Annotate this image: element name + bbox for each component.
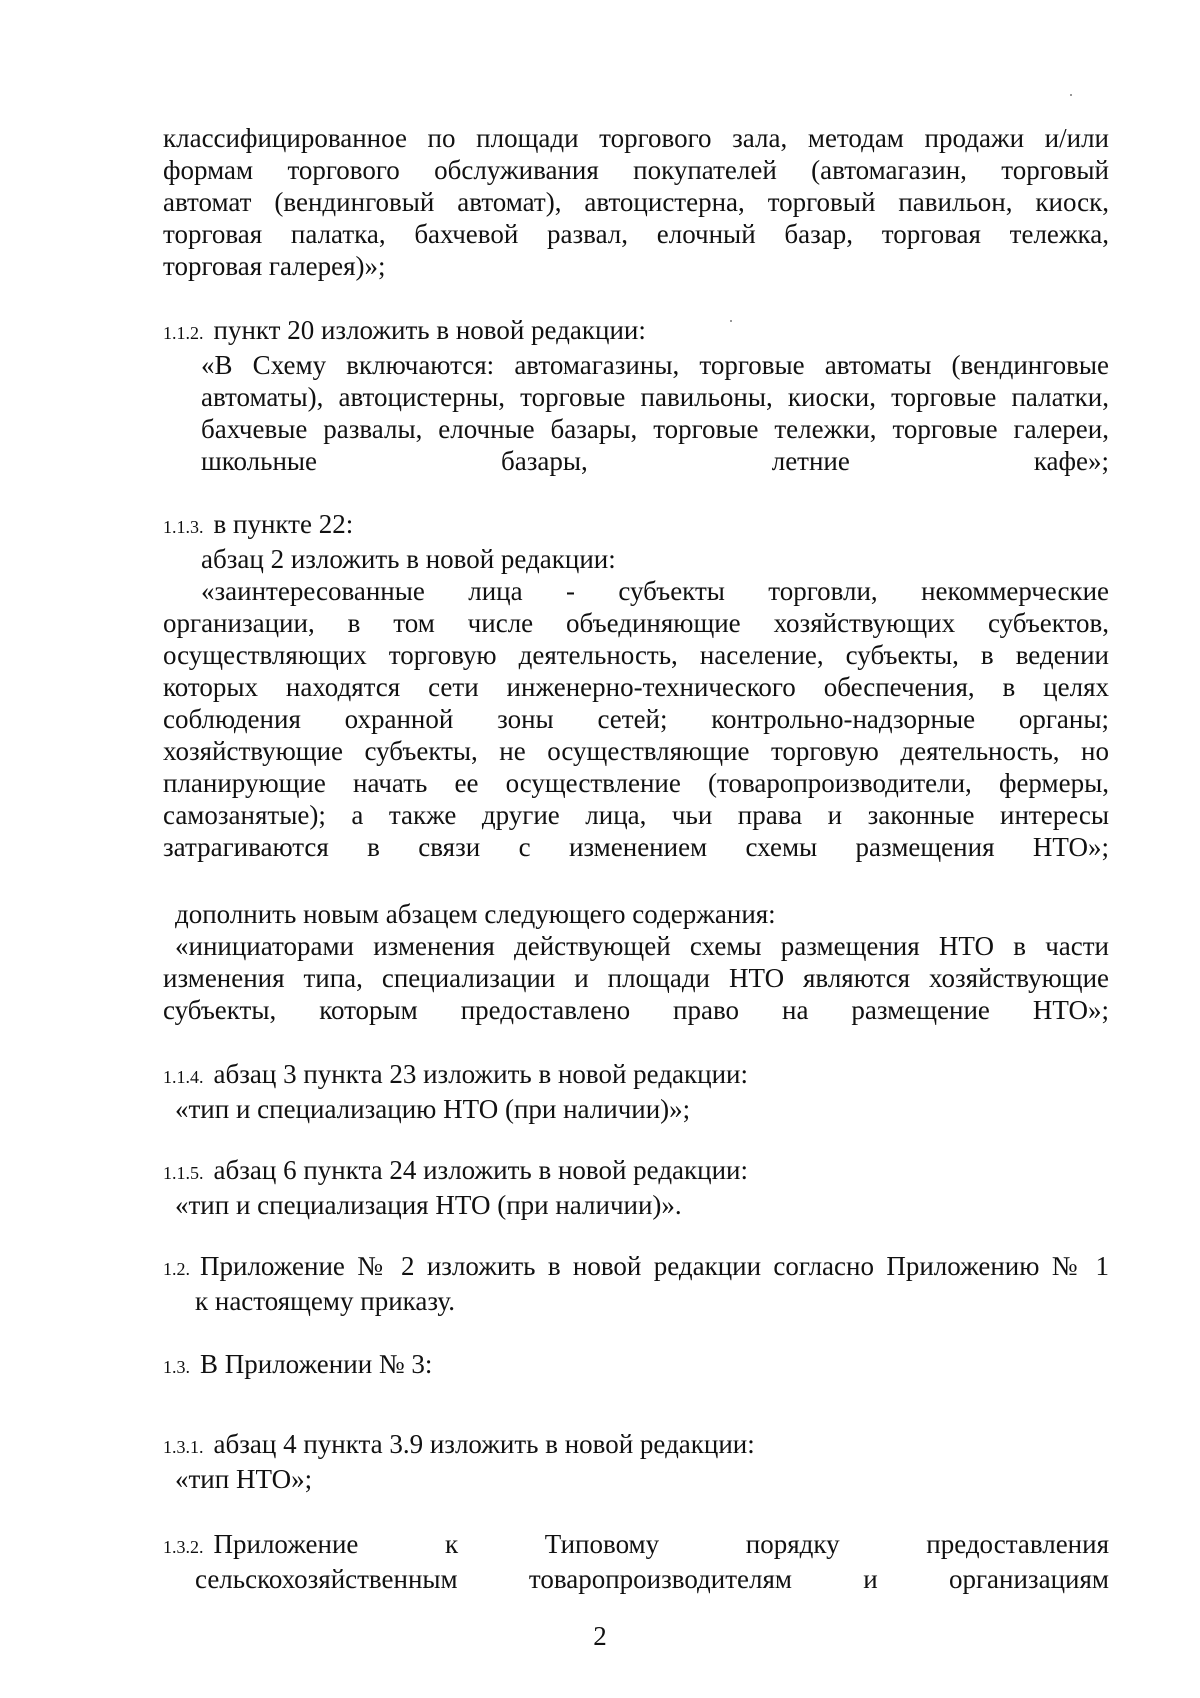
quoted-text: «тип и специализацию НТО (при наличии)»;: [175, 1094, 691, 1124]
text-line: планирующие начать ее осуществление (товаропроизводители, фермеры,: [163, 768, 1109, 798]
text-line: соблюдения охранной зоны сетей; контрольно-надзорные органы;: [163, 704, 1109, 734]
section-number: 1.3.: [163, 1357, 190, 1377]
section-text-line: Приложение № 2 изложить в новой редакции согласно Приложению № 1: [200, 1251, 1109, 1281]
scan-speck: [1070, 94, 1072, 96]
quoted-text: «тип и специализация НТО (при наличии)».: [175, 1190, 682, 1220]
text-line: самозанятые); а также другие лица, чьи права и законные интересы: [163, 800, 1109, 830]
section-number: 1.1.3.: [163, 517, 204, 537]
text-line: «В Схему включаются: автомагазины, торговые автоматы (вендинговые: [201, 350, 1109, 380]
section-number: 1.2.: [163, 1259, 190, 1279]
section-heading-text: абзац 6 пункта 24 изложить в новой редакции:: [213, 1155, 749, 1185]
text-line: торговая галерея)»;: [163, 251, 386, 281]
quoted-text: [163, 930, 1109, 1026]
section-1-3-1: [163, 1428, 1109, 1495]
section-1-2: [163, 1250, 1109, 1317]
section-number: 1.1.2.: [163, 323, 204, 343]
text-line: бахчевые развалы, елочные базары, торговые тележки, торговые галереи,: [201, 414, 1109, 444]
section-number: 1.1.4.: [163, 1067, 204, 1087]
section-1-1-3-addition: [163, 898, 1109, 1026]
text-line: «инициаторами изменения действующей схемы размещения НТО в части: [175, 931, 1109, 961]
quoted-text: [163, 575, 1109, 863]
intro-paragraph: [163, 122, 1109, 282]
text-line: которых находятся сети инженерно-технического обеспечения, в целях: [163, 672, 1109, 702]
section-1-3: [163, 1348, 1109, 1383]
section-text-line: сельскохозяйственным товаропроизводителям и организациям: [195, 1564, 1109, 1594]
section-number: 1.3.1.: [163, 1437, 204, 1457]
text-line: [163, 1250, 1109, 1285]
section-heading-text: абзац 4 пункта 3.9 изложить в новой редакции:: [213, 1429, 755, 1459]
text-line: изменения типа, специализации и площади НТО являются хозяйствующие: [163, 963, 1109, 993]
section-heading: [163, 1058, 1109, 1093]
quoted-text: «тип НТО»;: [175, 1464, 313, 1494]
section-text: [163, 1528, 1109, 1595]
text-line: затрагиваются в связи с изменением схемы размещения НТО»;: [163, 832, 1109, 862]
section-1-1-2: [163, 314, 1109, 477]
text-line: организации, в том числе объединяющие хозяйствующих субъектов,: [163, 608, 1109, 638]
section-heading: [163, 314, 1109, 349]
text-line: формам торгового обслуживания покупателей (автомагазин, торговый: [163, 155, 1109, 185]
section-text-line: к настоящему приказу.: [195, 1286, 455, 1316]
section-1-1-4: [163, 1058, 1109, 1125]
text-line: осуществляющих торговую деятельность, население, субъекты, в ведении: [163, 640, 1109, 670]
text-line: классифицированное по площади торгового зала, методам продажи и/или: [163, 123, 1109, 153]
section-heading: [163, 1428, 1109, 1463]
text-line: «заинтересованные лица - субъекты торговли, некоммерческие: [201, 576, 1109, 606]
text-line: торговая палатка, бахчевой развал, елочный базар, торговая тележка,: [163, 219, 1109, 249]
section-heading: [163, 508, 1109, 543]
addition-heading: дополнить новым абзацем следующего содержания:: [175, 899, 776, 929]
section-1-1-3: [163, 508, 1109, 863]
section-text-line: Приложение к Типовому порядку предоставления: [213, 1529, 1109, 1559]
text-line: [163, 1528, 1109, 1563]
section-text: [163, 1250, 1109, 1285]
text-line: хозяйствующие субъекты, не осуществляющие торговую деятельность, но: [163, 736, 1109, 766]
section-heading-text: абзац 3 пункта 23 изложить в новой редакции:: [213, 1059, 749, 1089]
text-line: школьные базары, летние кафе»;: [201, 446, 1109, 476]
section-1-1-5: [163, 1154, 1109, 1221]
section-text: В Приложении № 3:: [200, 1349, 433, 1379]
sub-heading: абзац 2 изложить в новой редакции:: [201, 544, 616, 574]
page-number: 2: [593, 1621, 607, 1651]
section-1-3-2: [163, 1528, 1109, 1595]
text-line: субъекты, которым предоставлено право на размещение НТО»;: [163, 995, 1109, 1025]
text-line: автоматы), автоцистерны, торговые павильоны, киоски, торговые палатки,: [201, 382, 1109, 412]
quoted-text: [163, 349, 1109, 477]
section-heading-text: пункт 20 изложить в новой редакции:: [213, 315, 646, 345]
section-heading-text: в пункте 22:: [213, 509, 354, 539]
section-number: 1.1.5.: [163, 1163, 204, 1183]
text-line: автомат (вендинговый автомат), автоцистерна, торговый павильон, киоск,: [163, 187, 1109, 217]
section-number: 1.3.2.: [163, 1537, 204, 1557]
section-heading: [163, 1154, 1109, 1189]
